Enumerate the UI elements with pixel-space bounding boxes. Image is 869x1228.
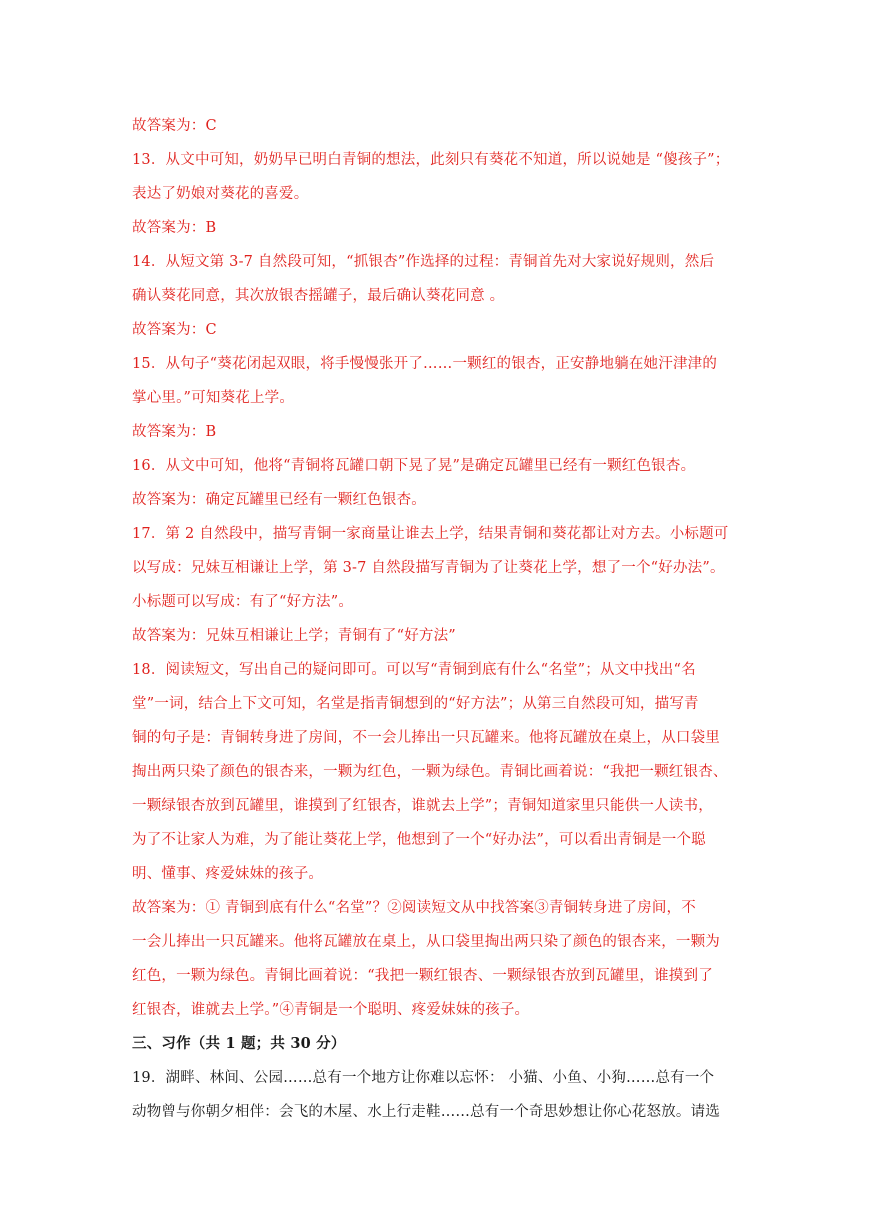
text-line: 19．湖畔、林间、公园……总有一个地方让你难以忘怀： 小猫、小鱼、小狗……总有一个	[132, 1070, 715, 1086]
text-line: 动物曾与你朝夕相伴：会飞的木屋、水上行走鞋……总有一个奇思妙想让你心花怒放。请选	[132, 1104, 720, 1120]
text-line: 13．从文中可知，奶奶早已明白青铜的想法，此刻只有葵花不知道，所以说她是 “傻孩子”；	[132, 152, 730, 168]
text-line: 故答案为：B	[132, 424, 217, 440]
text-line: 一颗绿银杏放到瓦罐里，谁摸到了红银杏，谁就去上学”；青铜知道家里只能供一人读书，	[132, 798, 713, 814]
text-line: 确认葵花同意，其次放银杏摇罐子，最后确认葵花同意 。	[132, 288, 505, 304]
text-line: 掏出两只染了颜色的银杏来，一颗为红色，一颗为绿色。青铜比画着说：“我把一颗红银杏、	[132, 764, 728, 780]
section-heading: 三、习作（共 1 题；共 30 分）	[132, 1035, 346, 1052]
text-line: 红色，一颗为绿色。青铜比画着说：“我把一颗红银杏、一颗绿银杏放到瓦罐里，谁摸到了	[132, 968, 713, 984]
text-line: 故答案为：① 青铜到底有什么“名堂”？②阅读短文从中找答案③青铜转身进了房间，不	[132, 900, 696, 916]
text-line: 以写成：兄妹互相谦让上学，第 3-7 自然段描写青铜为了让葵花上学，想了一个“好办法”。	[132, 560, 725, 576]
text-line: 小标题可以写成：有了“好方法”。	[132, 594, 354, 610]
text-line: 堂”一词，结合上下文可知，名堂是指青铜想到的“好方法”；从第三自然段可知，描写青	[132, 696, 699, 712]
text-line: 红银杏，谁就去上学。”④青铜是一个聪明、疼爱妹妹的孩子。	[132, 1002, 530, 1018]
text-line: 一会儿捧出一只瓦罐来。他将瓦罐放在桌上，从口袋里掏出两只染了颜色的银杏来，一颗为	[132, 934, 720, 950]
text-line: 故答案为：C	[132, 118, 217, 134]
text-line: 14．从短文第 3-7 自然段可知，“抓银杏”作选择的过程：青铜首先对大家说好规则，然后	[132, 254, 715, 270]
text-line: 掌心里。”可知葵花上学。	[132, 390, 295, 406]
text-line: 铜的句子是：青铜转身进了房间，不一会儿捧出一只瓦罐来。他将瓦罐放在桌上，从口袋里	[132, 730, 720, 746]
text-line: 故答案为：B	[132, 220, 217, 236]
document-body	[132, 109, 740, 1129]
text-line: 17．第 2 自然段中，描写青铜一家商量让谁去上学，结果青铜和葵花都让对方去。小标题可	[132, 526, 729, 542]
text-line: 故答案为：C	[132, 322, 217, 338]
text-line: 故答案为：兄妹互相谦让上学；青铜有了“好方法”	[132, 628, 456, 644]
text-line: 16．从文中可知，他将“青铜将瓦罐口朝下晃了晃”是确定瓦罐里已经有一颗红色银杏。	[132, 458, 696, 474]
text-line: 故答案为：确定瓦罐里已经有一颗红色银杏。	[132, 492, 426, 508]
text-line: 15．从句子“葵花闭起双眼，将手慢慢张开了……一颗红的银杏，正安静地躺在她汗津津的	[132, 356, 718, 372]
text-line: 18．阅读短文，写出自己的疑问即可。可以写“青铜到底有什么“名堂”；从文中找出“名	[132, 662, 696, 678]
text-line: 为了不让家人为难，为了能让葵花上学，他想到了一个“好办法”，可以看出青铜是一个聪	[132, 832, 706, 848]
text-line: 表达了奶娘对葵花的喜爱。	[132, 186, 309, 202]
text-line: 明、懂事、疼爱妹妹的孩子。	[132, 866, 324, 882]
